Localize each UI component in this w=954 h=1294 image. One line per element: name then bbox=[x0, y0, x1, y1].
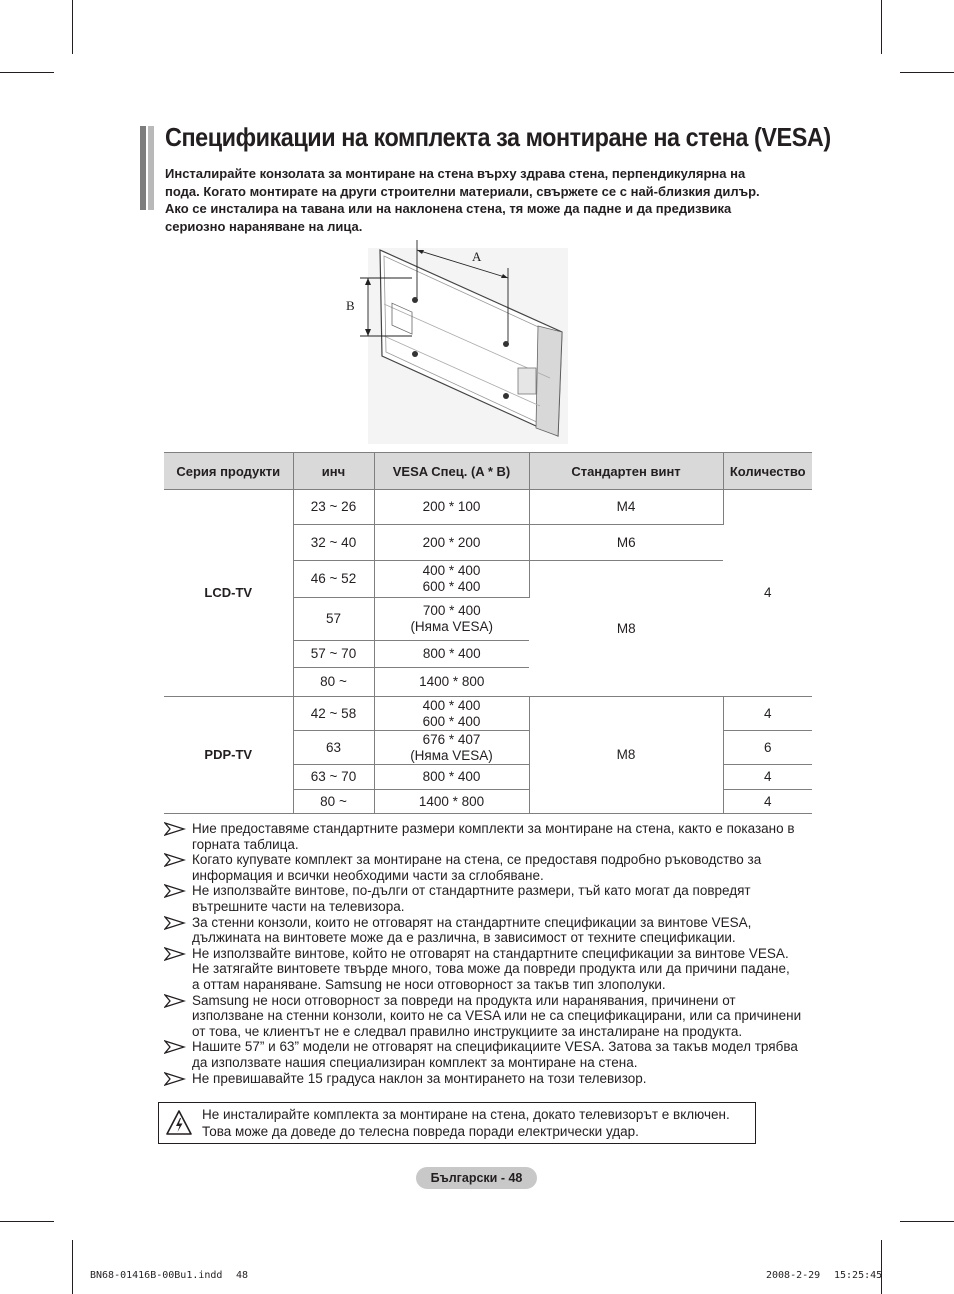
note-line: използване на стенни конзоли, които не са VESA или не са спецификацирани, или са причинени bbox=[192, 1008, 802, 1024]
arrow-bullet-icon bbox=[164, 947, 186, 961]
page-title: Спецификации на комплекта за монтиране на стена (VESA) bbox=[165, 122, 831, 152]
arrow-bullet-icon bbox=[164, 853, 186, 867]
cell-quantity: 4 bbox=[723, 790, 812, 814]
header-series: Серия продукти bbox=[164, 453, 293, 490]
note-line: Samsung не носи отговорност за повреди на продукта или наранявания, причинени от bbox=[192, 992, 736, 1008]
cell-inch: 80 ~ bbox=[293, 668, 374, 697]
intro-line: Инсталирайте конзолата за монтиране на стена върху здрава стена, перпендикулярна на bbox=[165, 166, 746, 181]
vesa-line: (Няма VESA) bbox=[410, 619, 494, 634]
crop-mark bbox=[881, 1240, 882, 1294]
cell-screw: M8 bbox=[529, 561, 723, 697]
note-item bbox=[164, 1071, 824, 1087]
dimension-a-label: A bbox=[472, 249, 482, 264]
note-line: а оттам нараняване. Samsung не носи отговорност за такъв тип злополуки. bbox=[192, 976, 666, 992]
vesa-line: 700 * 400 bbox=[422, 603, 481, 618]
note-line: горната таблица. bbox=[192, 836, 299, 852]
table-row bbox=[164, 697, 812, 731]
cell-screw: M6 bbox=[529, 525, 723, 561]
cell-inch: 42 ~ 58 bbox=[293, 697, 374, 731]
crop-mark bbox=[72, 1240, 73, 1294]
vesa-line: 400 * 400 bbox=[422, 697, 481, 713]
note-line: да използвате нашия специализиран комплект за монтиране на стена. bbox=[192, 1054, 638, 1070]
note-item bbox=[164, 915, 824, 946]
table-row bbox=[164, 490, 812, 525]
cell-vesa: 800 * 400 bbox=[374, 765, 529, 790]
cell-vesa: 200 * 100 bbox=[374, 490, 529, 525]
note-item bbox=[164, 1039, 824, 1070]
note-line: Когато купувате комплект за монтиране на стена, се предоставя подробно ръководство за bbox=[192, 852, 762, 868]
vesa-line: 676 * 407 bbox=[422, 731, 481, 747]
cell-inch: 32 ~ 40 bbox=[293, 525, 374, 561]
cell-screw: M8 bbox=[529, 697, 723, 814]
cell-vesa bbox=[374, 697, 529, 731]
header-quantity: Количество bbox=[723, 453, 812, 490]
cell-inch: 63 bbox=[293, 731, 374, 765]
header-inch: инч bbox=[293, 453, 374, 490]
note-item bbox=[164, 821, 824, 852]
note-line: Не използвайте винтове, който не отговарят на стандартните спецификации за винтове VESA. bbox=[192, 945, 789, 961]
warning-line: Не инсталирайте комплекта за монтиране на стена, докато телевизорът е включен. bbox=[202, 1107, 730, 1122]
cell-vesa: 200 * 200 bbox=[374, 525, 529, 561]
mount-hole bbox=[503, 393, 509, 399]
arrow-bullet-icon bbox=[164, 1040, 186, 1054]
footer-date: 2008-2-29 bbox=[766, 1270, 821, 1281]
crop-mark bbox=[900, 72, 954, 73]
cell-vesa: 1400 * 800 bbox=[374, 668, 529, 697]
warning-box bbox=[158, 1102, 756, 1144]
note-item bbox=[164, 946, 824, 993]
footer-filename: BN68-01416B-00Bu1.indd bbox=[90, 1270, 223, 1281]
arrow-bullet-icon bbox=[164, 1072, 186, 1086]
vesa-line: 600 * 400 bbox=[422, 579, 481, 594]
note-line: Ние предоставяме стандартните размери комплекти за монтиране на стена, както е показано в bbox=[192, 821, 795, 836]
dimension-b-label: B bbox=[346, 298, 355, 313]
cell-quantity: 6 bbox=[723, 731, 812, 765]
cell-screw: M4 bbox=[529, 490, 723, 525]
note-line: от това, че клиентът не е следвал правилно инструкциите за инсталиране на продукта. bbox=[192, 1023, 743, 1039]
vesa-line: 600 * 400 bbox=[422, 713, 481, 729]
table-header-row bbox=[164, 453, 812, 490]
title-accent-bar bbox=[140, 126, 146, 210]
warning-text bbox=[202, 1106, 730, 1140]
note-item bbox=[164, 883, 824, 914]
footer-page: 48 bbox=[236, 1270, 249, 1281]
note-item bbox=[164, 852, 824, 883]
cell-inch: 57 ~ 70 bbox=[293, 641, 374, 668]
series-pdp: PDP-TV bbox=[164, 697, 293, 814]
crop-mark bbox=[0, 1221, 54, 1222]
series-lcd: LCD-TV bbox=[164, 490, 293, 697]
cell-inch: 63 ~ 70 bbox=[293, 765, 374, 790]
warning-shock-icon bbox=[165, 1109, 193, 1137]
crop-mark bbox=[72, 0, 73, 54]
header-vesa: VESA Спец. (A * B) bbox=[374, 453, 529, 490]
vesa-spec-table bbox=[164, 452, 812, 814]
cell-vesa: 1400 * 800 bbox=[374, 790, 529, 814]
arrow-bullet-icon bbox=[164, 916, 186, 930]
crop-mark bbox=[0, 72, 54, 73]
mount-hole bbox=[412, 351, 418, 357]
tv-back-diagram bbox=[340, 236, 570, 446]
cell-vesa bbox=[374, 561, 529, 598]
note-line: Не превишавайте 15 градуса наклон за монтирането на този телевизор. bbox=[192, 1070, 647, 1086]
cell-inch: 46 ~ 52 bbox=[293, 561, 374, 598]
note-line: За стенни конзоли, които не отговарят на стандартните спецификации за винтове VESA, bbox=[192, 914, 752, 930]
note-line: информация и всички необходими части за сглобяване. bbox=[192, 867, 544, 883]
intro-paragraph bbox=[165, 165, 820, 235]
title-accent-bar bbox=[148, 126, 154, 210]
cell-quantity: 4 bbox=[723, 765, 812, 790]
notes-list bbox=[164, 821, 824, 1086]
cell-vesa bbox=[374, 731, 529, 765]
footer-time: 15:25:45 bbox=[834, 1270, 883, 1281]
note-line: Не използвайте винтове, по-дълги от стандартните размери, тъй като могат да повредят bbox=[192, 883, 751, 899]
note-line: Не затягайте винтовете твърде много, това може да повреди продукта или да причини падане, bbox=[192, 961, 790, 977]
arrow-bullet-icon bbox=[164, 994, 186, 1008]
cell-quantity: 4 bbox=[723, 697, 812, 731]
intro-line: пода. Когато монтирате на други строителни материали, свържете се с най-близкия дилър. bbox=[165, 183, 760, 199]
arrow-bullet-icon bbox=[164, 884, 186, 898]
note-item bbox=[164, 993, 824, 1040]
cell-inch: 57 bbox=[293, 598, 374, 641]
cell-inch: 23 ~ 26 bbox=[293, 490, 374, 525]
note-line: Нашите 57” и 63” модели не отговарят на спецификациите VESA. Затова за такъв модел трябва bbox=[192, 1039, 798, 1055]
intro-line: Ако се инсталира на тавана или на наклонена стена, тя може да падне и да предизвика bbox=[165, 201, 732, 216]
crop-mark bbox=[881, 0, 882, 54]
cell-vesa bbox=[374, 598, 529, 641]
cell-inch: 80 ~ bbox=[293, 790, 374, 814]
note-line: вътрешните части на телевизора. bbox=[192, 898, 405, 914]
warning-line: Това може да доведе до телесна повреда поради електрически удар. bbox=[202, 1124, 639, 1139]
crop-mark bbox=[900, 1221, 954, 1222]
cell-vesa: 800 * 400 bbox=[374, 641, 529, 668]
header-screw: Стандартен винт bbox=[529, 453, 723, 490]
connector-panel bbox=[518, 368, 536, 394]
arrow-bullet-icon bbox=[164, 822, 186, 836]
page-number-badge: Български - 48 bbox=[416, 1167, 537, 1189]
tv-side-edge bbox=[536, 326, 562, 436]
vesa-line: (Няма VESA) bbox=[410, 747, 493, 763]
intro-line: сериозно нараняване на лица. bbox=[165, 218, 363, 234]
note-line: дължината на винтовете може да е различна, в зависимост от техните спецификации. bbox=[192, 930, 736, 946]
vesa-line: 400 * 400 bbox=[422, 563, 481, 578]
cell-quantity: 4 bbox=[723, 490, 812, 697]
